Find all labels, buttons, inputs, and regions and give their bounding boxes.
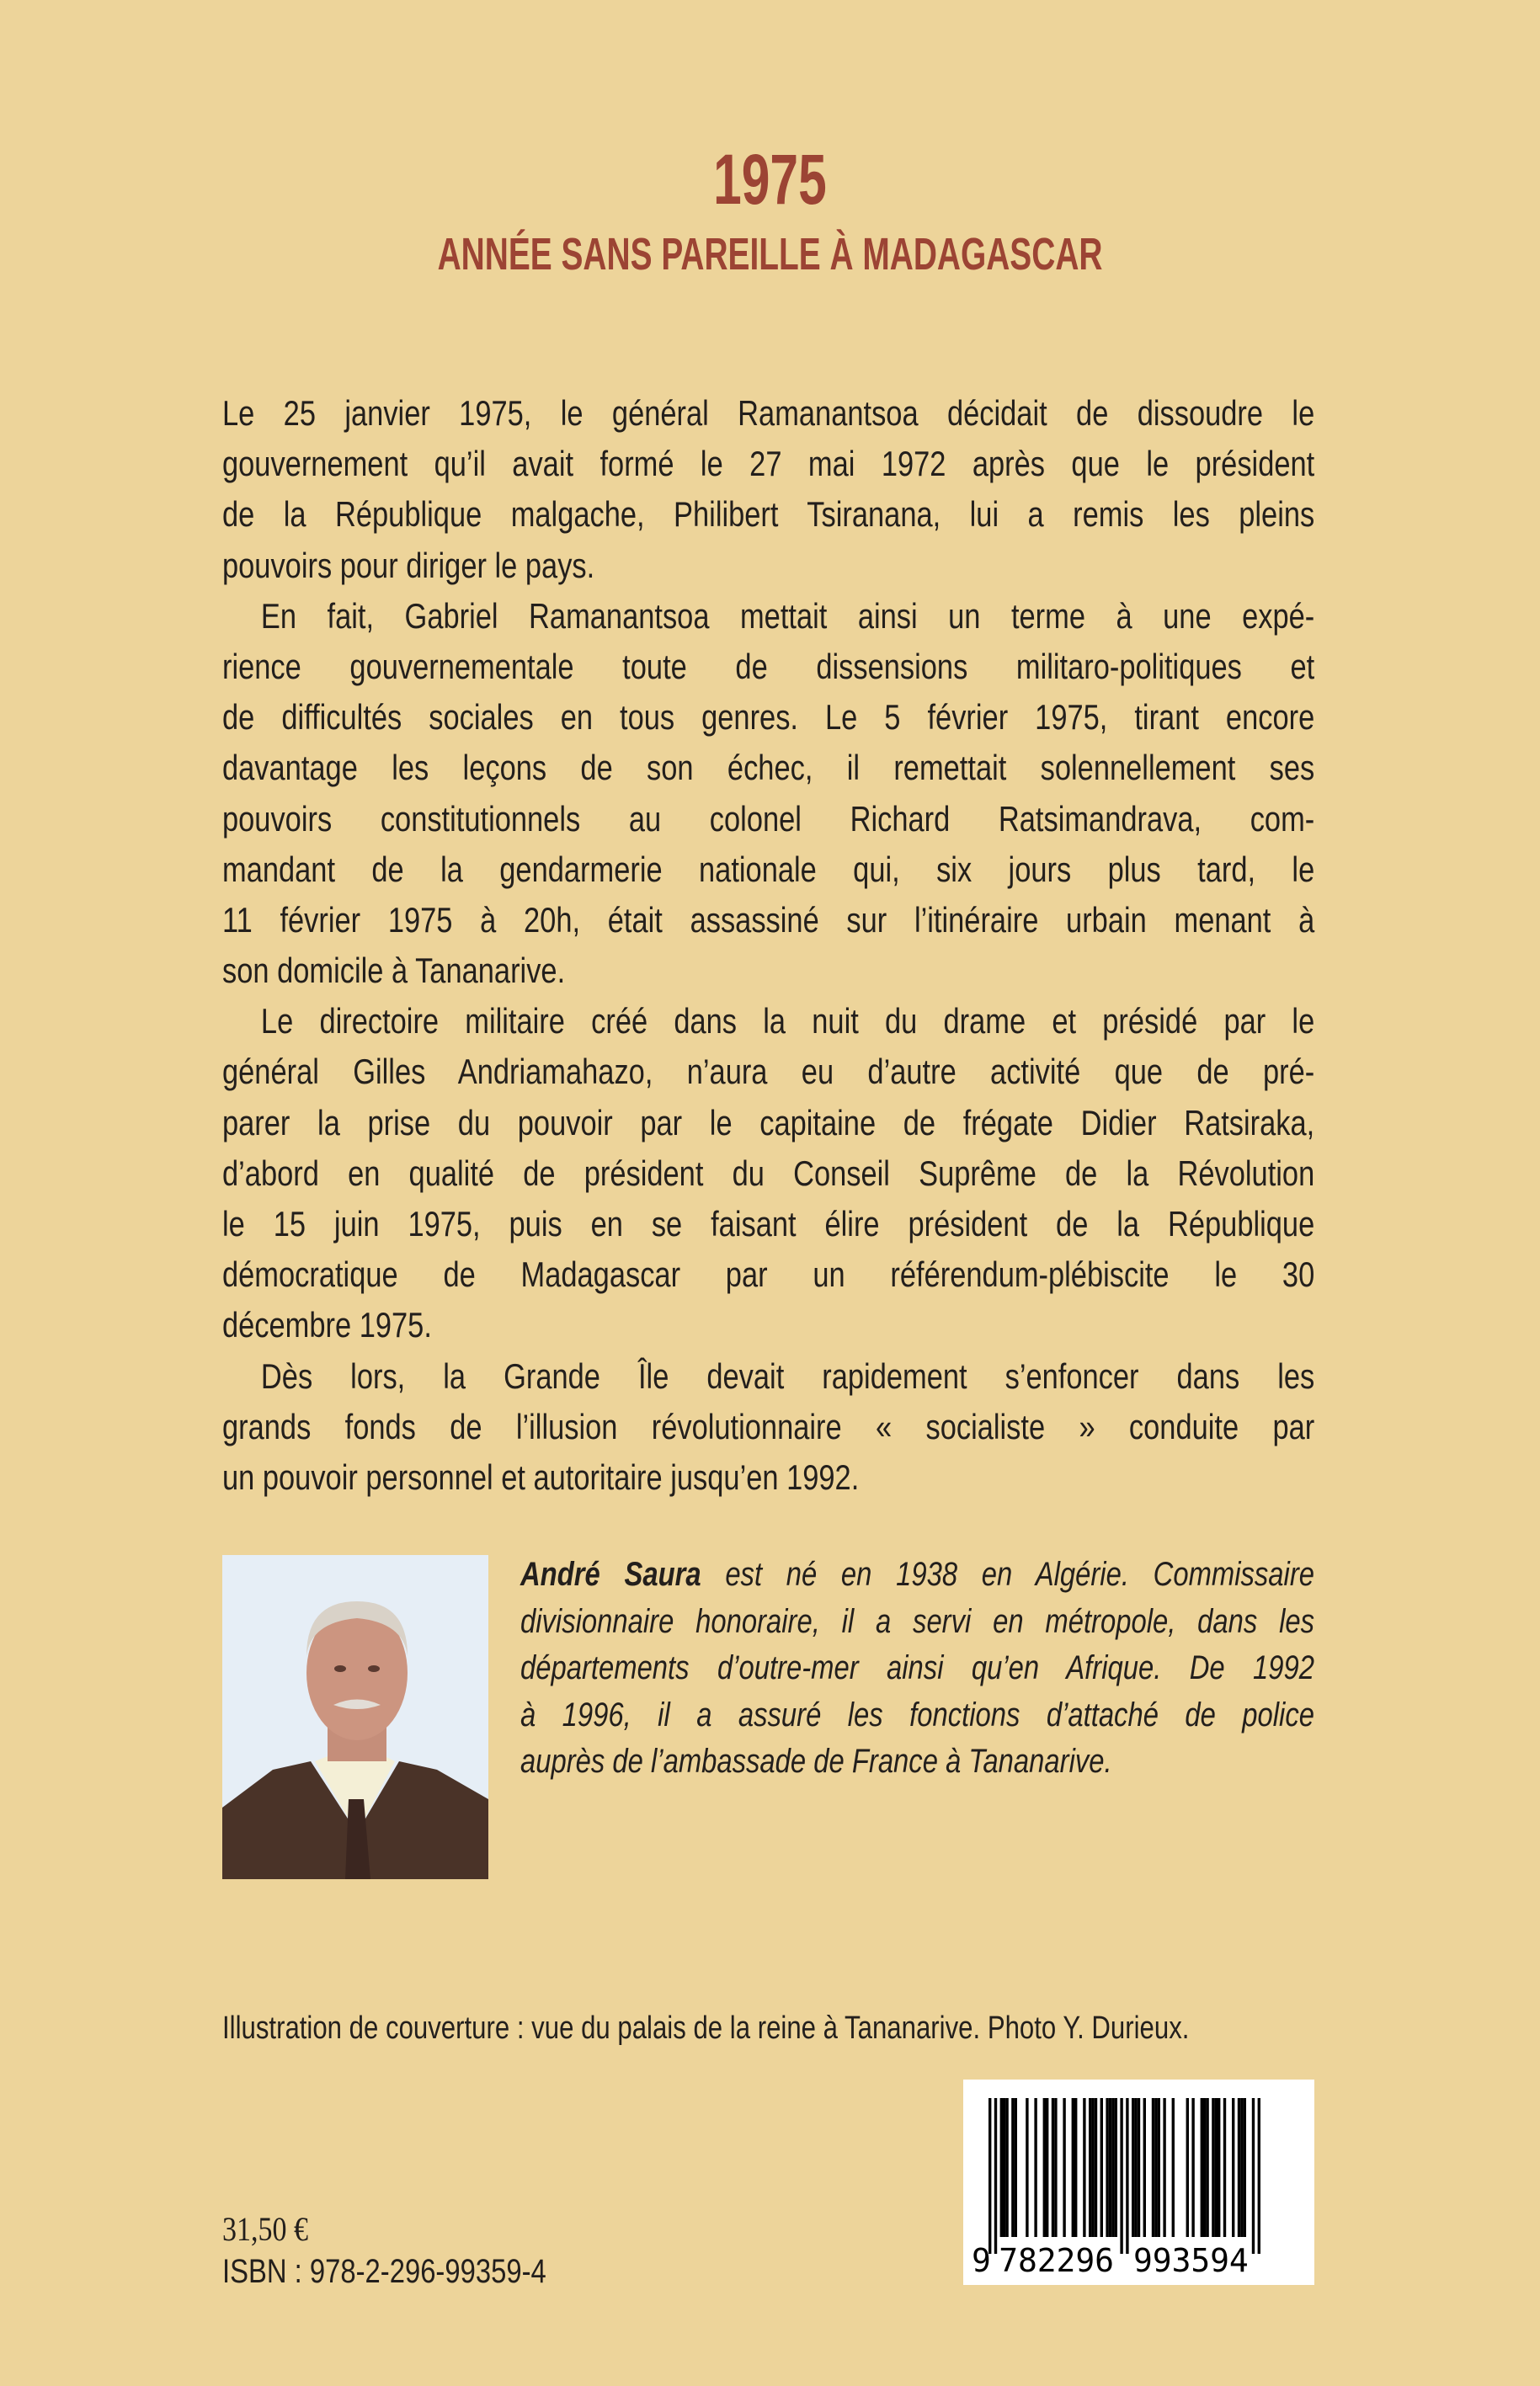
synopsis-line: d’abord en qualité de président du Conseil Suprême de la Révolution [222, 1153, 1315, 1193]
author-name: André Saura [520, 1556, 701, 1593]
barcode-bar [1005, 2098, 1008, 2237]
synopsis-line: pouvoirs constitutionnels au colonel Richard Ratsimandrava, com- [222, 798, 1315, 839]
barcode-bar [1000, 2098, 1003, 2237]
synopsis-line: Le directoire militaire créé dans la nuit du drame et présidé par le [260, 1001, 1315, 1041]
barcode-bar [1091, 2098, 1094, 2237]
synopsis-line: rience gouvernementale toute de dissensions militaro-politiques et [222, 646, 1315, 686]
barcode-bar [1206, 2098, 1208, 2237]
barcode-bar [1120, 2098, 1122, 2254]
synopsis-line: davantage les leçons de son échec, il remettait solennellement ses [222, 748, 1315, 788]
barcode-bar [1095, 2098, 1097, 2237]
barcode-bar [1111, 2098, 1114, 2237]
barcode-bar [1054, 2098, 1057, 2237]
barcode-bar [1106, 2098, 1108, 2237]
barcode-bar [1186, 2098, 1189, 2237]
synopsis-line: gouvernement qu’il avait formé le 27 mai 1972 après que le président [222, 444, 1315, 484]
synopsis-line: pouvoirs pour diriger le pays. [222, 545, 595, 585]
isbn: ISBN : 978-2-296-99359-4 [222, 2253, 546, 2290]
barcode-bar [1132, 2098, 1134, 2237]
synopsis-line: démocratique de Madagascar par un référendum-plébiscite le 30 [222, 1254, 1315, 1295]
barcode-bar [1244, 2098, 1246, 2237]
bio-line: départements d’outre-mer ainsi qu’en Afrique. De 1992 [520, 1649, 1314, 1686]
barcode-bar [1034, 2098, 1036, 2237]
barcode-bar [1138, 2098, 1140, 2237]
barcode-bar [1109, 2098, 1111, 2237]
synopsis-line: grands fonds de l’illusion révolutionnaire « socialiste » conduite par [222, 1406, 1315, 1446]
author-photo [222, 1555, 488, 1879]
barcode-digits: 993594 [1133, 2242, 1249, 2279]
barcode-bar [1143, 2098, 1146, 2237]
bio-line: auprès de l’ambassade de France à Tananarive. [520, 1743, 1112, 1780]
bio-text: est né en 1938 en Algérie. Commissaire [701, 1556, 1314, 1593]
barcode-bar [1134, 2098, 1137, 2237]
synopsis-line: son domicile à Tananarive. [222, 951, 566, 991]
synopsis-line: le 15 juin 1975, puis en se faisant élire président de la République [222, 1204, 1315, 1244]
synopsis-line: En fait, Gabriel Ramanantsoa mettait ainsi un terme à une expé- [260, 595, 1315, 636]
synopsis-line: un pouvoir personnel et autoritaire jusqu’en 1992. [222, 1457, 860, 1497]
synopsis [222, 388, 1314, 1503]
barcode [963, 2080, 1314, 2285]
barcode-bar [1063, 2098, 1065, 2237]
barcode-bar [1215, 2098, 1218, 2237]
synopsis-line: mandant de la gendarmerie nationale qui, six jours plus tard, le [222, 849, 1315, 889]
barcode-bar [1232, 2098, 1234, 2237]
barcode-bar [1154, 2098, 1157, 2237]
barcode-bar [1072, 2098, 1074, 2237]
barcode-bar [1252, 2098, 1255, 2254]
barcode-bar [1026, 2098, 1028, 2237]
barcode-bar [1212, 2098, 1214, 2237]
barcode-bar [1115, 2098, 1117, 2237]
barcode-bar [1043, 2098, 1046, 2237]
barcode-bar [1074, 2098, 1077, 2237]
barcode-bar [1126, 2098, 1128, 2254]
barcode-bar [994, 2098, 997, 2254]
barcode-bar [1003, 2098, 1005, 2237]
barcode-bar [1191, 2098, 1194, 2237]
synopsis-line: général Gilles Andriamahazo, n’aura eu d’autre activité que de pré- [222, 1052, 1315, 1092]
book-title-text: 1975 [713, 140, 827, 219]
cover-credit: Illustration de couverture : vue du palais de la reine à Tananarive. Photo Y. Durieux. [222, 2011, 1190, 2046]
barcode-bar [1046, 2098, 1048, 2237]
barcode-bar [1238, 2098, 1240, 2237]
barcode-bar [1172, 2098, 1175, 2237]
barcode-bar [1052, 2098, 1054, 2237]
barcode-digits: 9 [972, 2242, 991, 2279]
barcode-bar [1158, 2098, 1160, 2237]
barcode-bar [1011, 2098, 1014, 2237]
barcode-bar [1089, 2098, 1091, 2237]
synopsis-line: de la République malgache, Philibert Tsiranana, lui a remis les pleins [222, 494, 1315, 535]
price: 31,50 € [222, 2210, 308, 2248]
barcode-bar [1223, 2098, 1226, 2237]
barcode-bar [988, 2098, 991, 2254]
synopsis-line: décembre 1975. [222, 1305, 432, 1345]
barcode-bar [1015, 2098, 1017, 2237]
barcode-bar [1163, 2098, 1165, 2237]
bio-line: divisionnaire honoraire, il a servi en métropole, dans les [520, 1602, 1314, 1640]
synopsis-line: parer la prise du pouvoir par le capitaine de frégate Didier Ratsiraka, [222, 1102, 1315, 1142]
barcode-bar [1152, 2098, 1154, 2237]
book-subtitle-text: ANNÉE SANS PAREILLE À MADAGASCAR [437, 229, 1103, 280]
barcode-bar [1083, 2098, 1085, 2237]
barcode-bar [1218, 2098, 1220, 2237]
barcode-bar [1258, 2098, 1260, 2254]
synopsis-line: Dès lors, la Grande Île devait rapidement s’enfoncer dans les [260, 1355, 1315, 1396]
barcode-bar [1240, 2098, 1243, 2237]
synopsis-line: Le 25 janvier 1975, le général Ramanantsoa décidait de dissoudre le [222, 393, 1315, 433]
book-title [0, 141, 1540, 217]
author-bio [520, 1552, 1314, 1786]
bio-line [520, 1552, 1314, 1599]
barcode-bar [1201, 2098, 1203, 2237]
bio-line: à 1996, il a assuré les fonctions d’attaché de police [520, 1696, 1314, 1734]
synopsis-line: de difficultés sociales en tous genres. Le 5 février 1975, tirant encore [222, 697, 1315, 738]
barcode-bar [1100, 2098, 1103, 2237]
book-subtitle [0, 229, 1540, 280]
barcode-digits: 782296 [999, 2242, 1114, 2279]
barcode-bar [1203, 2098, 1206, 2237]
synopsis-line: 11 février 1975 à 20h, était assassiné sur l’itinéraire urbain menant à [222, 899, 1315, 940]
